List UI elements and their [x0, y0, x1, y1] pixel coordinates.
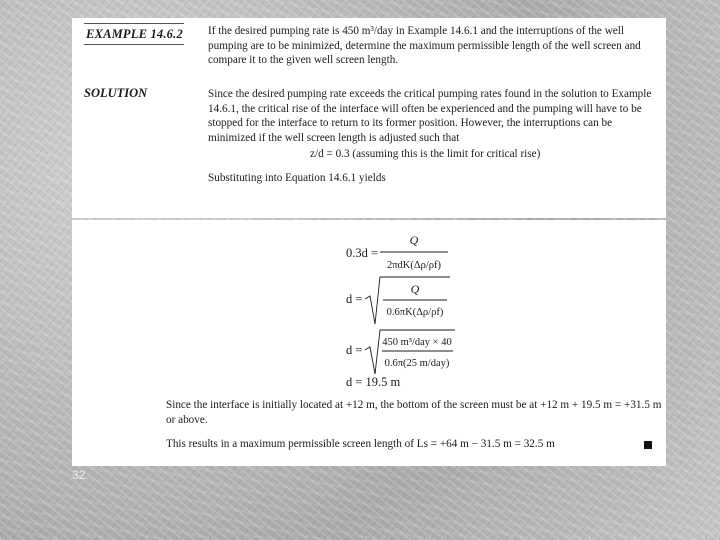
- solution-paragraph: Since the desired pumping rate exceeds the critical pumping rates found in the solution to Example 14.6.1, the critical rise of the interface will often be experienced and the pumping will have to be stopped for the interface to return to its former position. However, the interruptions can be minimized if the well screen length is adjusted such that: [208, 88, 652, 144]
- end-of-example-marker: [644, 441, 652, 449]
- substituting-text: Substituting into Equation 14.6.1 yields: [208, 172, 386, 184]
- eq2-numerator: Q: [410, 282, 420, 296]
- eq1-denominator: 2πdK(Δρ/ρf): [386, 260, 442, 271]
- example-rule-top: [84, 23, 184, 24]
- eq2-lhs: d =: [346, 292, 363, 306]
- textbook-scan-lower: [72, 220, 666, 466]
- interface-paragraph: Since the interface is initially located at +12 m, the bottom of the screen must be at +12 m + 19.5 m = +31.5 m or above.: [166, 399, 662, 426]
- equation-block: [72, 220, 666, 466]
- example-label: EXAMPLE 14.6.2: [86, 27, 183, 41]
- textbook-scan-upper: [72, 18, 666, 218]
- slide-number: 32: [72, 468, 86, 482]
- example-rule-bottom: [84, 44, 184, 45]
- eq2-denominator: 0.6πK(Δρ/ρf): [386, 307, 444, 318]
- eq3-denominator: 0.6π(25 m/day): [384, 358, 450, 369]
- ratio-equation: z/d = 0.3 (assuming this is the limit for critical rise): [310, 148, 541, 160]
- solution-label: SOLUTION: [84, 86, 148, 100]
- eq3-numerator: 450 m³/day × 40: [382, 337, 452, 348]
- eq1-numerator: Q: [409, 233, 419, 247]
- eq4-result: d = 19.5 m: [346, 375, 401, 389]
- eq3-lhs: d =: [346, 343, 363, 357]
- example-question: If the desired pumping rate is 450 m³/day in Example 14.6.1 and the interruptions of the well pumping are to be minimized, determine the maximum permissible length of the well screen and compare it to the given well screen length.: [208, 25, 641, 67]
- eq1-lhs: 0.3d =: [346, 246, 379, 260]
- result-paragraph: This results in a maximum permissible screen length of Ls = +64 m − 31.5 m = 32.5 m: [166, 438, 555, 450]
